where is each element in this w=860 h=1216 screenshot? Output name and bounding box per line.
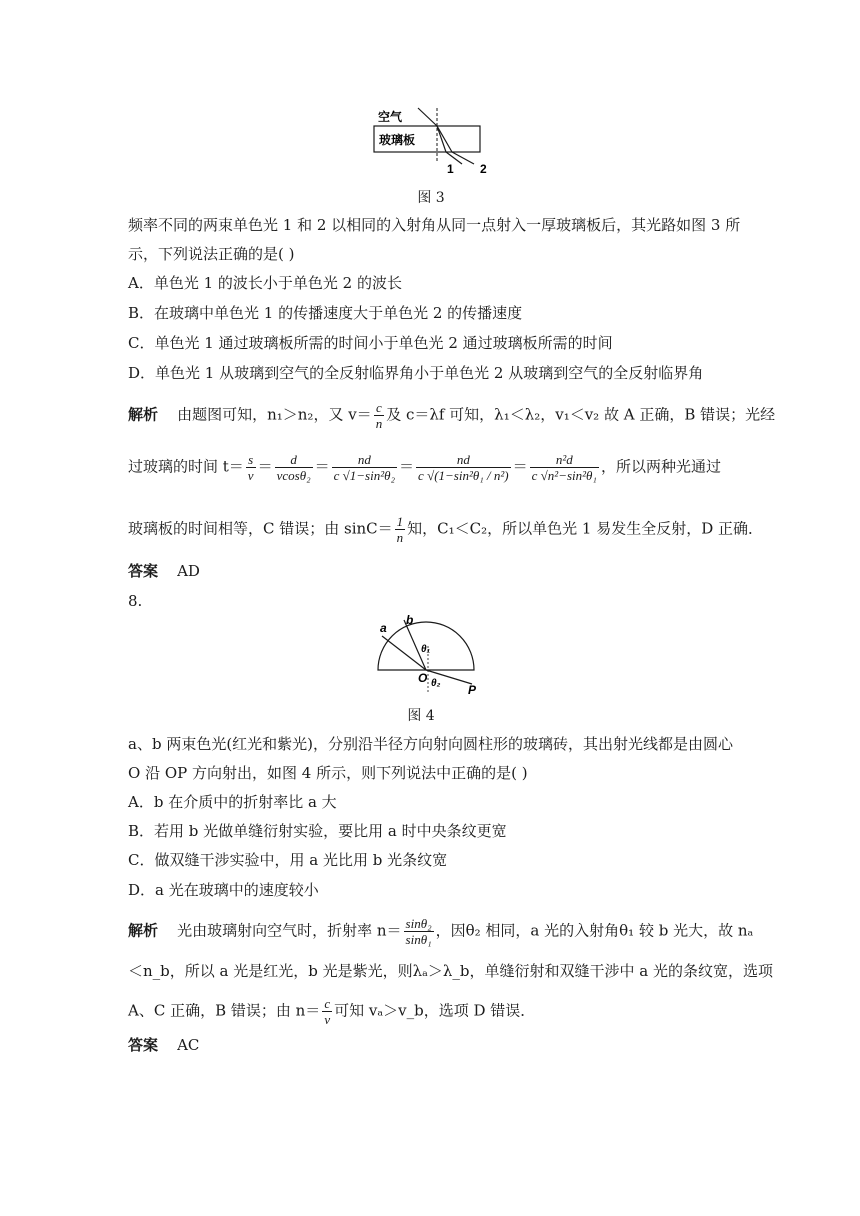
- ray-1-label: 1: [447, 162, 454, 176]
- q7-option-d: D．单色光 1 从玻璃到空气的全反射临界角小于单色光 2 从玻璃到空气的全反射临界角: [128, 364, 704, 382]
- analysis7-line1-a: 由题图可知，n₁＞n₂，又 v＝: [177, 405, 372, 424]
- analysis7-line2: 过玻璃的时间 t＝ $\frac{s}{v}$ ＝ $\frac{d}{\text{vcosθ₂}}$ ＝ $\frac{nd}{\text{c √1−sin²θ₂}}$ ＝ $\frac{nd}{\text{c √(1−sin²θ₁ / n²)}}$ ＝ $\frac{\text{n²d}}{\text{c √n²−sin²θ₁}}$ ，所以两种光通过: [128, 452, 721, 483]
- q7-option-b: B．在玻璃中单色光 1 的传播速度大于单色光 2 的传播速度: [128, 304, 523, 322]
- analysis7-line2-b: ，所以两种光通过: [600, 457, 721, 476]
- answer7-heading: 答案: [128, 562, 159, 580]
- analysis7-line2-a: 过玻璃的时间 t＝: [128, 457, 244, 476]
- q8-option-a: A．b 在介质中的折射率比 a 大: [128, 793, 337, 811]
- answer8: [128, 1034, 199, 1056]
- q7-option-a: A．单色光 1 的波长小于单色光 2 的波长: [128, 274, 402, 292]
- label-o: O: [418, 671, 428, 685]
- time-fraction-5: $\frac{\text{n²d}}{\text{c √n²−sin²θ₁}}$: [531, 452, 597, 483]
- q8-option-c: C．做双缝干涉实验中，用 a 光比用 b 光条纹宽: [128, 851, 448, 869]
- label-a: a: [380, 621, 387, 635]
- v-fraction: $\frac{c}{n}$: [375, 400, 383, 431]
- analysis8-line2: ＜n_b，所以 a 光是红光，b 光是紫光，则λₐ＞λ_b，单缝衍射和双缝干涉中 a 光的条纹宽，选项: [128, 962, 773, 980]
- label-p: P: [468, 683, 477, 697]
- analysis8-line3: [128, 996, 535, 1027]
- answer7: [128, 560, 200, 582]
- q8-stem-line2: O 沿 OP 方向射出，如图 4 所示，则下列说法中正确的是( ): [128, 764, 528, 782]
- label-theta2: θ₂: [431, 678, 441, 689]
- figure-3-diagram: [370, 102, 490, 178]
- analysis7-heading: 解析: [128, 405, 159, 424]
- time-fraction-3: $\frac{nd}{\text{c √1−sin²θ₂}}$: [333, 452, 396, 483]
- figure-4-caption: 图 4: [407, 708, 435, 724]
- ray-a: [382, 636, 426, 670]
- analysis7-line3-a: 玻璃板的时间相等，C 错误；由 sinC＝: [128, 519, 393, 538]
- time-fraction-4: $\frac{nd}{\text{c √(1−sin²θ₁ / n²)}}$: [418, 452, 509, 483]
- q8-number: 8.: [128, 592, 143, 610]
- label-air: 空气: [378, 110, 403, 124]
- sinc-fraction: $\frac{1}{n}$: [396, 514, 404, 545]
- figure-3-caption: 图 3: [417, 190, 445, 206]
- analysis8-line1-b: ，因θ₂ 相同，a 光的入射角θ₁ 较 b 光大，故 nₐ: [435, 921, 754, 940]
- q8-option-d: D．a 光在玻璃中的速度较小: [128, 881, 319, 899]
- answer8-heading: 答案: [128, 1036, 159, 1054]
- exit-ray-2: [452, 152, 474, 164]
- q8-stem-line1: a、b 两束色光(红光和紫光)，分别沿半径方向射向圆柱形的玻璃砖，其出射光线都是由圆心: [128, 735, 734, 753]
- label-glass: 玻璃板: [379, 133, 416, 147]
- cv-fraction: $\frac{c}{v}$: [324, 996, 331, 1027]
- answer7-value: AD: [177, 562, 200, 580]
- analysis8-heading: 解析: [128, 921, 159, 940]
- label-b: b: [406, 613, 414, 627]
- analysis8-line3-b: 可知 vₐ＞v_b，选项 D 错误．: [334, 1001, 536, 1020]
- analysis7-line1: [128, 400, 775, 431]
- q7-stem-line1: 频率不同的两束单色光 1 和 2 以相同的入射角从同一点射入一厚玻璃板后，其光路如图 3 所: [128, 216, 741, 234]
- q7-option-c: C．单色光 1 通过玻璃板所需的时间小于单色光 2 通过玻璃板所需的时间: [128, 334, 613, 352]
- analysis7-line3: [128, 514, 763, 545]
- n-fraction: $\frac{\text{sinθ₂}}{\text{sinθ₁}}$: [405, 916, 432, 947]
- analysis8-line1: [128, 916, 753, 947]
- analysis7-line3-b: 知，C₁＜C₂，所以单色光 1 易发生全反射，D 正确．: [407, 519, 764, 538]
- q7-stem-line2: 示，下列说法正确的是( ): [128, 245, 295, 263]
- time-fraction-2: $\frac{d}{\text{vcosθ₂}}$: [276, 452, 311, 483]
- answer8-value: AC: [177, 1036, 200, 1054]
- incident-ray: [418, 108, 437, 126]
- label-theta1: θ₁: [421, 644, 431, 655]
- analysis7-line1-b: 及 c＝λf 可知，λ₁＜λ₂，v₁＜v₂ 故 A 正确，B 错误；光经: [386, 405, 776, 424]
- ray-2-label: 2: [480, 162, 487, 176]
- figure-4-diagram: [368, 612, 498, 698]
- time-fraction-1: $\frac{s}{v}$: [247, 452, 254, 483]
- analysis8-line1-a: 光由玻璃射向空气时，折射率 n＝: [177, 921, 402, 940]
- q8-option-b: B．若用 b 光做单缝衍射实验，要比用 a 时中央条纹更宽: [128, 822, 507, 840]
- analysis8-line3-a: A、C 正确，B 错误；由 n＝: [128, 1001, 321, 1020]
